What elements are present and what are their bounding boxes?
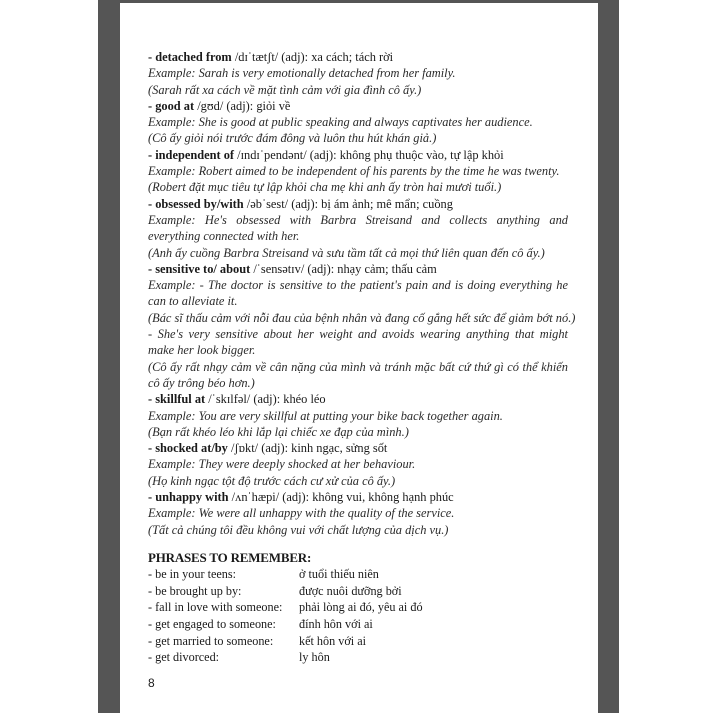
example-translation: (Sarah rất xa cách về mặt tình cảm với gia đình cô ấy.)	[148, 82, 422, 97]
entry-term: - shocked at/by	[148, 441, 228, 456]
entry-heading	[148, 196, 568, 212]
page-number: 8	[148, 676, 155, 690]
phrase-english: - be in your teens:	[148, 566, 236, 581]
phrase-row	[148, 649, 568, 666]
entry-definition: /gʊd/ (adj): giỏi về	[194, 98, 291, 113]
phrase-vietnamese: phải lòng ai đó, yêu ai đó	[299, 600, 423, 615]
entry-heading	[148, 391, 568, 407]
phrase-row	[148, 583, 568, 600]
phrase-vietnamese: đính hôn với ai	[299, 617, 373, 632]
entry-definition: /ɪndɪˈpendənt/ (adj): không phụ thuộc vào, tự lập khỏi	[234, 147, 504, 162]
example-translation: (Bác sĩ thấu cảm với nỗi đau của bệnh nhân và đang cố gắng hết sức để giảm bớt nó.)	[148, 310, 576, 325]
example-sentence: cô ấy trông béo hơn.)	[148, 375, 255, 390]
example-sentence: can to alleviate it.	[148, 294, 238, 309]
example-translation: (Cô ấy rất nhạy cảm về cân nặng của mình và tránh mặc bất cứ thứ gì có thể khiến	[148, 359, 568, 374]
entry-heading	[148, 49, 568, 65]
entry-definition: /ʌnˈhæpi/ (adj): không vui, không hạnh phúc	[228, 490, 454, 505]
entry-term: - unhappy with	[148, 490, 229, 505]
example-sentence: Example: She is good at public speaking and always captivates her audience.	[148, 115, 533, 130]
entry-heading	[148, 261, 568, 277]
phrase-vietnamese: ly hôn	[299, 650, 330, 665]
example-translation: (Tất cả chúng tôi đều không vui với chất lượng của dịch vụ.)	[148, 522, 449, 537]
example-sentence: Example: Robert aimed to be independent of his parents by the time he was twenty.	[148, 164, 560, 179]
phrase-english: - get divorced:	[148, 650, 220, 665]
example-sentence: Example: He's obsessed with Barbra Streisand and collects anything and	[148, 212, 568, 227]
phrase-english: - be brought up by:	[148, 583, 242, 598]
example-translation: (Robert đặt mục tiêu tự lập khỏi cha mẹ khi anh ấy tròn hai mươi tuổi.)	[148, 180, 502, 195]
phrase-row	[148, 566, 568, 583]
phrase-row	[148, 599, 568, 616]
phrase-english: - get engaged to someone:	[148, 617, 276, 632]
phrase-vietnamese: kết hôn với ai	[299, 633, 367, 648]
example-translation: (Anh ấy cuồng Barbra Streisand và sưu tầm tất cả mọi thứ liên quan đến cô ấy.)	[148, 245, 545, 260]
entry-heading	[148, 147, 568, 163]
document-page	[120, 3, 598, 713]
example-sentence: Example: Sarah is very emotionally detached from her family.	[148, 66, 456, 81]
entry-heading	[148, 489, 568, 505]
entry-term: - sensitive to/ about	[148, 261, 251, 276]
example-translation: (Cô ấy giỏi nói trước đám đông và luôn thu hút khán giả.)	[148, 131, 437, 146]
entry-term: - detached from	[148, 50, 232, 64]
phrases-heading: PHRASES TO REMEMBER:	[148, 549, 312, 565]
phrase-row	[148, 616, 568, 633]
example-translation: (Họ kinh ngạc tột độ trước cách cư xử của cô ấy.)	[148, 473, 396, 488]
entry-term: - obsessed by/with	[148, 196, 244, 211]
entry-heading	[148, 440, 568, 456]
entry-term: - skillful at	[148, 392, 206, 407]
entry-definition: /ʃɒkt/ (adj): kinh ngạc, sửng sốt	[227, 441, 388, 456]
example-sentence: make her look bigger.	[148, 343, 256, 358]
entry-definition: /dɪˈtætʃt/ (adj): xa cách; tách rời	[231, 50, 394, 64]
phrase-row	[148, 633, 568, 650]
page-content	[148, 49, 576, 666]
entry-definition: /əbˈsest/ (adj): bị ám ảnh; mê mẩn; cuồng	[243, 196, 453, 211]
example-sentence: Example: - The doctor is sensitive to the patient's pain and is doing everything he	[148, 278, 568, 293]
example-sentence: Example: They were deeply shocked at her behaviour.	[148, 457, 416, 472]
example-translation: (Bạn rất khéo léo khi lắp lại chiếc xe đạp của mình.)	[148, 424, 409, 439]
example-sentence: Example: We were all unhappy with the quality of the service.	[148, 506, 455, 521]
phrase-vietnamese: ở tuổi thiếu niên	[299, 566, 379, 581]
phrase-vietnamese: được nuôi dưỡng bởi	[299, 583, 402, 598]
entry-term: - good at	[148, 98, 195, 113]
entry-definition: /ˈskɪlfəl/ (adj): khéo léo	[205, 392, 326, 407]
example-sentence: - She's very sensitive about her weight and avoids wearing anything that might	[148, 327, 568, 342]
example-sentence: everything connected with her.	[148, 229, 300, 244]
phrase-english: - fall in love with someone:	[148, 600, 283, 615]
phrase-english: - get married to someone:	[148, 633, 274, 648]
entry-definition: /ˈsensətɪv/ (adj): nhạy cảm; thấu cảm	[250, 261, 437, 276]
entry-term: - independent of	[148, 147, 235, 162]
spacer	[148, 538, 568, 549]
entry-heading	[148, 98, 568, 114]
example-sentence: Example: You are very skillful at putting your bike back together again.	[148, 408, 503, 423]
